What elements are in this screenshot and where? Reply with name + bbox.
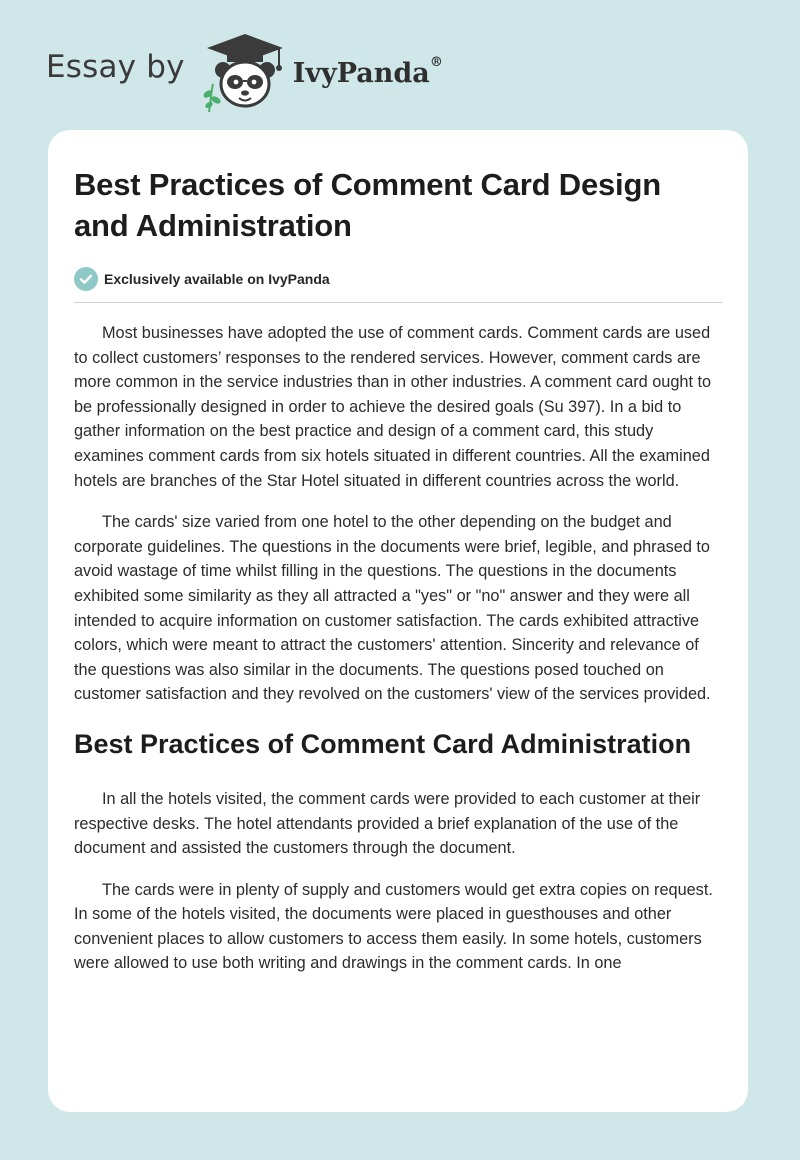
paragraph: The cards were in plenty of supply and customers would get extra copies on request. In some of the hotels visited, the documents were placed in guesthouses and other convenient places to allow customers to access them easily. In some hotels, customers were allowed to use both writing and drawings in the comment cards. In one [74,880,713,973]
brand-name[interactable]: IvyPanda® [292,54,443,89]
exclusive-badge-text: Exclusively available on IvyPanda [104,271,330,287]
paragraph: Most businesses have adopted the use of comment cards. Comment cards are used to collect customers’ responses to the rendered services. However, comment cards are more common in the service industries than in other industries. A comment card ought to be professionally designed in order to achieve the desired goals (Su 397). In a bid to gather information on the best practice and design of a comment card, this study examines comment cards from six hotels situated in different countries. All the examined hotels are branches of the Star Hotel situated in different countries across the world. [74,324,712,490]
section-heading: Best Practices of Comment Card Administration [74,728,692,759]
paragraph: In all the hotels visited, the comment cards were provided to each customer at their respective desks. The hotel attendants provided a brief explanation of the use of the document and assisted the customers through the document. [74,789,701,858]
paragraph: The cards' size varied from one hotel to the other depending on the budget and corporate guidelines. The questions in the documents were brief, legible, and phrased to avoid wastage of time whilst filling in the questions. The questions in the documents exhibited some similarity as they all attracted a "yes" or "no" answer and they were all intended to acquire information on customer satisfaction. The cards exhibited attractive colors, which were meant to attract the customers' attention. Sincerity and relevance of the questions was also similar in the documents. The questions posed touched on customer satisfaction and they revolved on the customers' view of the services provided. [74,513,711,704]
check-circle-icon [74,267,98,291]
divider [74,302,722,303]
article-card [48,130,748,1112]
page-title: Best Practices of Comment Card Design and Administration [74,167,661,243]
exclusive-badge [74,266,722,292]
essay-by-label: Essay by [46,49,185,85]
site-header [46,30,443,112]
registered-mark: ® [429,54,443,70]
panda-graduate-icon[interactable] [199,30,291,112]
